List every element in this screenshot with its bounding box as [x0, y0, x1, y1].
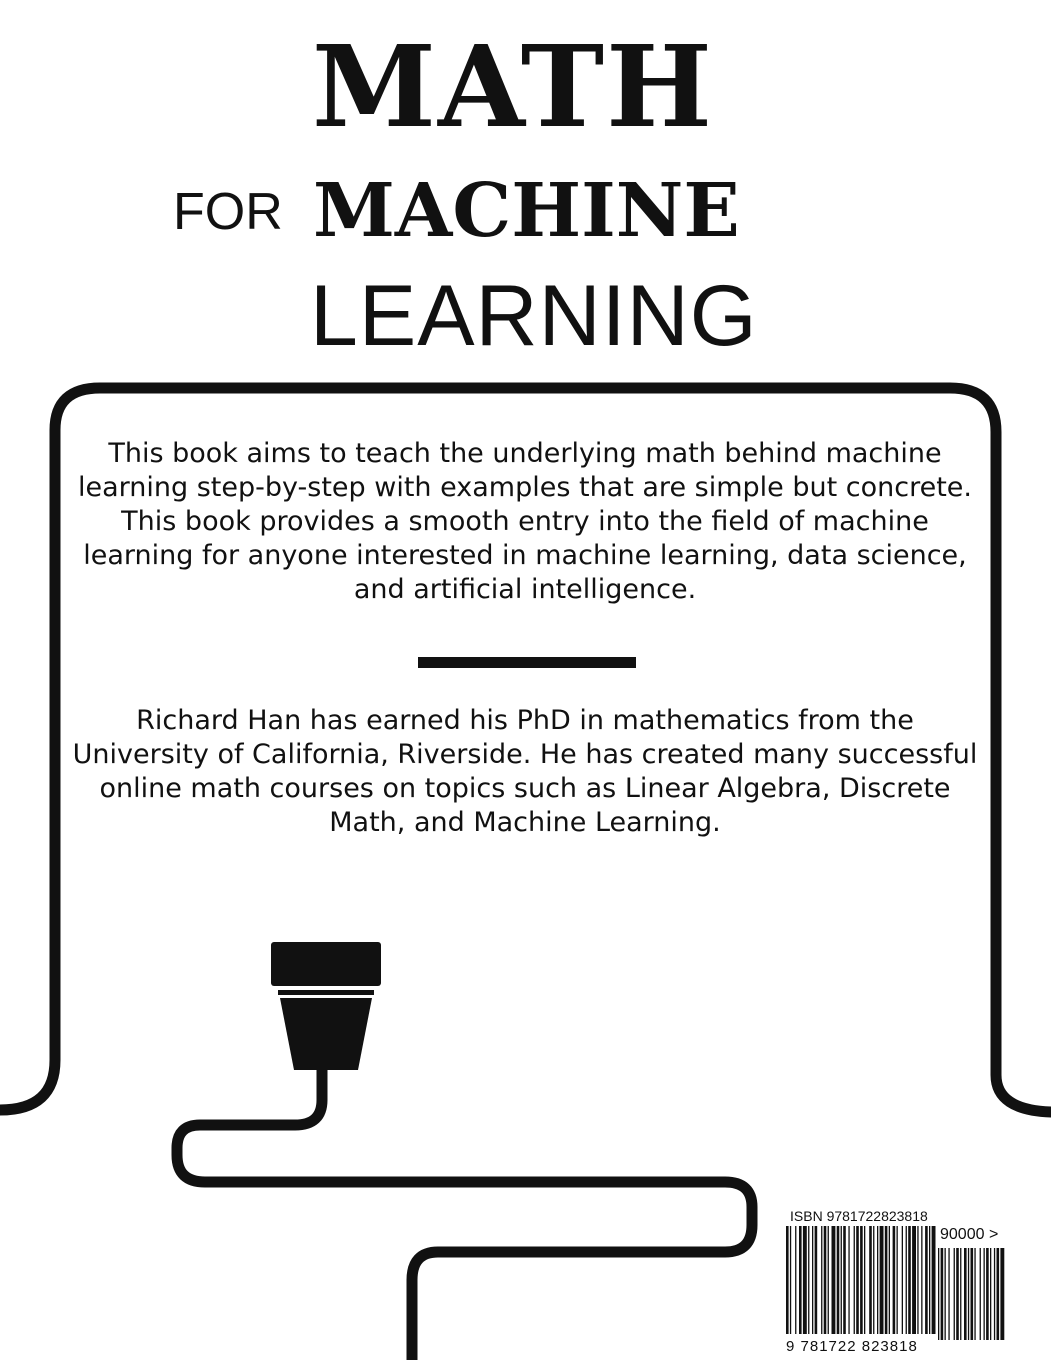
author-bio: Richard Han has earned his PhD in mathematics from the University of California, Riverside. He has created many successful online math courses on topics such as Linear Algebra, Discrete Math, and Machine Learning. [72, 705, 978, 838]
book-description: This book aims to teach the underlying math behind machine learning step-by-step with examples that are simple but concrete. This book provides a smooth entry into the field of machine learning for anyone interested in machine learning, data science, and artificial intelligence. [78, 438, 972, 605]
title-for: FOR [173, 183, 283, 241]
isbn-label: ISBN 9781722823818 [790, 1208, 928, 1224]
ean-digits: 9 781722 823818 [786, 1338, 918, 1355]
divider [418, 657, 636, 668]
title-math: MATH [312, 22, 714, 153]
title-machine: MACHINE [313, 168, 740, 254]
price-code: 90000 > [940, 1226, 999, 1243]
title-learning: LEARNING [310, 268, 758, 364]
barcode-icon [786, 1226, 1026, 1340]
plug-icon [271, 942, 381, 1070]
